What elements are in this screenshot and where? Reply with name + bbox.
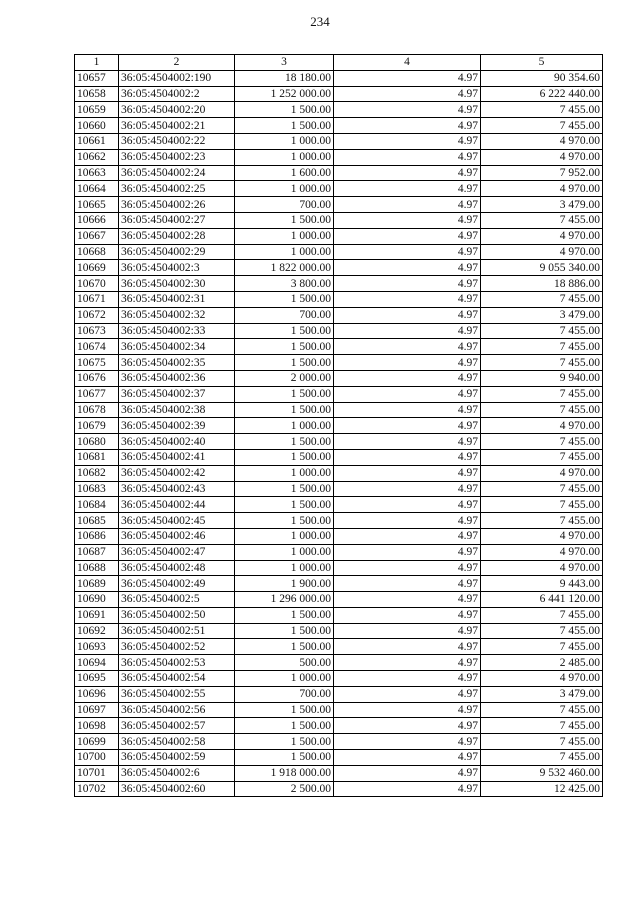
table-cell: 1 000.00 <box>235 149 334 165</box>
table-header-row <box>75 55 603 71</box>
table-cell: 10695 <box>75 671 119 687</box>
table-row <box>75 212 603 228</box>
table-row <box>75 418 603 434</box>
table-cell: 7 455.00 <box>481 750 603 766</box>
table-cell: 4.97 <box>334 528 481 544</box>
table-cell: 36:05:4504002:38 <box>119 402 235 418</box>
table-row <box>75 276 603 292</box>
table-row <box>75 149 603 165</box>
table-cell: 4.97 <box>334 655 481 671</box>
table-row <box>75 750 603 766</box>
table-cell: 1 000.00 <box>235 560 334 576</box>
table-cell: 4.97 <box>334 355 481 371</box>
table-cell: 4 970.00 <box>481 149 603 165</box>
table-cell: 1 500.00 <box>235 339 334 355</box>
table-cell: 36:05:4504002:54 <box>119 671 235 687</box>
table-cell: 10658 <box>75 86 119 102</box>
table-cell: 36:05:4504002:30 <box>119 276 235 292</box>
table-cell: 4.97 <box>334 560 481 576</box>
table-cell: 10664 <box>75 181 119 197</box>
table-cell: 10661 <box>75 133 119 149</box>
table-cell: 10663 <box>75 165 119 181</box>
table-cell: 1 252 000.00 <box>235 86 334 102</box>
table-row <box>75 228 603 244</box>
table-cell: 36:05:4504002:22 <box>119 133 235 149</box>
table-cell: 4.97 <box>334 497 481 513</box>
table-row <box>75 592 603 608</box>
table-cell: 10662 <box>75 149 119 165</box>
table-cell: 7 455.00 <box>481 118 603 134</box>
table-cell: 10700 <box>75 750 119 766</box>
table-cell: 4.97 <box>334 323 481 339</box>
table-cell: 6 222 440.00 <box>481 86 603 102</box>
table-cell: 36:05:4504002:46 <box>119 528 235 544</box>
table-cell: 1 500.00 <box>235 212 334 228</box>
table-cell: 36:05:4504002:27 <box>119 212 235 228</box>
table-cell: 10689 <box>75 576 119 592</box>
table-cell: 36:05:4504002:45 <box>119 513 235 529</box>
column-header-5: 5 <box>481 55 603 71</box>
table-cell: 1 500.00 <box>235 481 334 497</box>
table-cell: 1 900.00 <box>235 576 334 592</box>
table-cell: 3 479.00 <box>481 197 603 213</box>
table-row <box>75 576 603 592</box>
table-cell: 4 970.00 <box>481 465 603 481</box>
table-cell: 1 500.00 <box>235 355 334 371</box>
table-row <box>75 260 603 276</box>
table-cell: 7 952.00 <box>481 165 603 181</box>
table-cell: 10684 <box>75 497 119 513</box>
table-cell: 4.97 <box>334 765 481 781</box>
table-cell: 1 500.00 <box>235 623 334 639</box>
table-cell: 4.97 <box>334 118 481 134</box>
column-header-2: 2 <box>119 55 235 71</box>
table-cell: 1 500.00 <box>235 513 334 529</box>
table-row <box>75 386 603 402</box>
table-cell: 36:05:4504002:55 <box>119 686 235 702</box>
table-cell: 10692 <box>75 623 119 639</box>
table-row <box>75 307 603 323</box>
table-cell: 4.97 <box>334 339 481 355</box>
table-cell: 18 180.00 <box>235 70 334 86</box>
table-cell: 36:05:4504002:39 <box>119 418 235 434</box>
table-cell: 7 455.00 <box>481 102 603 118</box>
table-cell: 1 500.00 <box>235 718 334 734</box>
table-cell: 1 600.00 <box>235 165 334 181</box>
table-cell: 36:05:4504002:40 <box>119 434 235 450</box>
table-cell: 36:05:4504002:53 <box>119 655 235 671</box>
table-cell: 36:05:4504002:51 <box>119 623 235 639</box>
table-cell: 7 455.00 <box>481 339 603 355</box>
table-cell: 4.97 <box>334 149 481 165</box>
table-cell: 10672 <box>75 307 119 323</box>
table-cell: 10671 <box>75 291 119 307</box>
table-row <box>75 70 603 86</box>
table-cell: 700.00 <box>235 686 334 702</box>
table-cell: 500.00 <box>235 655 334 671</box>
table-row <box>75 734 603 750</box>
table-cell: 4.97 <box>334 481 481 497</box>
table-cell: 36:05:4504002:33 <box>119 323 235 339</box>
table-cell: 9 940.00 <box>481 370 603 386</box>
table-cell: 10690 <box>75 592 119 608</box>
table-cell: 36:05:4504002:32 <box>119 307 235 323</box>
table-cell: 7 455.00 <box>481 212 603 228</box>
table-cell: 4 970.00 <box>481 560 603 576</box>
table-cell: 36:05:4504002:36 <box>119 370 235 386</box>
table-row <box>75 528 603 544</box>
table-cell: 4.97 <box>334 212 481 228</box>
table-cell: 10670 <box>75 276 119 292</box>
table-cell: 4.97 <box>334 228 481 244</box>
table-cell: 4 970.00 <box>481 244 603 260</box>
column-header-3: 3 <box>235 55 334 71</box>
table-cell: 1 500.00 <box>235 497 334 513</box>
table-cell: 1 500.00 <box>235 291 334 307</box>
table-cell: 7 455.00 <box>481 639 603 655</box>
table-cell: 36:05:4504002:2 <box>119 86 235 102</box>
table-cell: 36:05:4504002:43 <box>119 481 235 497</box>
data-table <box>74 54 603 797</box>
table-cell: 10666 <box>75 212 119 228</box>
table-cell: 1 500.00 <box>235 434 334 450</box>
table-cell: 36:05:4504002:6 <box>119 765 235 781</box>
table-cell: 7 455.00 <box>481 734 603 750</box>
table-cell: 4 970.00 <box>481 228 603 244</box>
column-header-4: 4 <box>334 55 481 71</box>
table-cell: 36:05:4504002:56 <box>119 702 235 718</box>
table-row <box>75 781 603 797</box>
table-cell: 10673 <box>75 323 119 339</box>
table-row <box>75 718 603 734</box>
table-cell: 1 500.00 <box>235 449 334 465</box>
table-cell: 36:05:4504002:35 <box>119 355 235 371</box>
table-cell: 10685 <box>75 513 119 529</box>
table-cell: 36:05:4504002:24 <box>119 165 235 181</box>
table-cell: 10657 <box>75 70 119 86</box>
table-cell: 4 970.00 <box>481 418 603 434</box>
table-cell: 10678 <box>75 402 119 418</box>
table-cell: 10701 <box>75 765 119 781</box>
table-cell: 4 970.00 <box>481 544 603 560</box>
table-cell: 36:05:4504002:3 <box>119 260 235 276</box>
table-cell: 1 500.00 <box>235 118 334 134</box>
table-cell: 4.97 <box>334 276 481 292</box>
table-cell: 1 000.00 <box>235 465 334 481</box>
table-cell: 7 455.00 <box>481 449 603 465</box>
table-cell: 9 532 460.00 <box>481 765 603 781</box>
table-cell: 10694 <box>75 655 119 671</box>
table-cell: 10681 <box>75 449 119 465</box>
table-row <box>75 560 603 576</box>
table-cell: 1 500.00 <box>235 102 334 118</box>
table-cell: 4.97 <box>334 197 481 213</box>
table-row <box>75 686 603 702</box>
table-cell: 36:05:4504002:25 <box>119 181 235 197</box>
table-cell: 7 455.00 <box>481 513 603 529</box>
table-cell: 10675 <box>75 355 119 371</box>
table-cell: 4.97 <box>334 70 481 86</box>
table-cell: 1 822 000.00 <box>235 260 334 276</box>
table-cell: 10683 <box>75 481 119 497</box>
table-cell: 2 485.00 <box>481 655 603 671</box>
table-cell: 10680 <box>75 434 119 450</box>
table-cell: 10677 <box>75 386 119 402</box>
table-cell: 3 479.00 <box>481 307 603 323</box>
table-cell: 4.97 <box>334 513 481 529</box>
table-cell: 7 455.00 <box>481 497 603 513</box>
table-row <box>75 323 603 339</box>
table-cell: 10668 <box>75 244 119 260</box>
table-cell: 4.97 <box>334 576 481 592</box>
table-cell: 9 055 340.00 <box>481 260 603 276</box>
table-cell: 4.97 <box>334 686 481 702</box>
table-cell: 10691 <box>75 607 119 623</box>
table-row <box>75 639 603 655</box>
table-cell: 1 500.00 <box>235 734 334 750</box>
table-cell: 1 000.00 <box>235 244 334 260</box>
table-cell: 1 500.00 <box>235 386 334 402</box>
table-cell: 36:05:4504002:26 <box>119 197 235 213</box>
table-cell: 36:05:4504002:23 <box>119 149 235 165</box>
table-cell: 7 455.00 <box>481 402 603 418</box>
table-cell: 4 970.00 <box>481 133 603 149</box>
table-row <box>75 607 603 623</box>
table-cell: 2 000.00 <box>235 370 334 386</box>
table-cell: 4.97 <box>334 181 481 197</box>
table-cell: 10667 <box>75 228 119 244</box>
table-cell: 7 455.00 <box>481 386 603 402</box>
table-cell: 4.97 <box>334 734 481 750</box>
table-row <box>75 118 603 134</box>
table-cell: 1 500.00 <box>235 607 334 623</box>
table-cell: 4.97 <box>334 133 481 149</box>
table-cell: 10702 <box>75 781 119 797</box>
table-cell: 36:05:4504002:21 <box>119 118 235 134</box>
table-row <box>75 655 603 671</box>
table-cell: 10660 <box>75 118 119 134</box>
table-cell: 36:05:4504002:29 <box>119 244 235 260</box>
table-cell: 36:05:4504002:42 <box>119 465 235 481</box>
table-cell: 2 500.00 <box>235 781 334 797</box>
table-cell: 4.97 <box>334 702 481 718</box>
table-cell: 10693 <box>75 639 119 655</box>
table-cell: 3 479.00 <box>481 686 603 702</box>
table-cell: 4.97 <box>334 402 481 418</box>
table-cell: 700.00 <box>235 307 334 323</box>
table-row <box>75 355 603 371</box>
table-row <box>75 402 603 418</box>
table-cell: 4.97 <box>334 86 481 102</box>
table-cell: 7 455.00 <box>481 623 603 639</box>
table-row <box>75 671 603 687</box>
table-cell: 36:05:4504002:59 <box>119 750 235 766</box>
table-cell: 7 455.00 <box>481 607 603 623</box>
table-cell: 1 500.00 <box>235 639 334 655</box>
table-cell: 36:05:4504002:58 <box>119 734 235 750</box>
table-cell: 36:05:4504002:47 <box>119 544 235 560</box>
table-cell: 36:05:4504002:20 <box>119 102 235 118</box>
table-cell: 4.97 <box>334 260 481 276</box>
table-cell: 36:05:4504002:37 <box>119 386 235 402</box>
table-cell: 10688 <box>75 560 119 576</box>
table-cell: 1 500.00 <box>235 750 334 766</box>
table-cell: 4.97 <box>334 449 481 465</box>
table-cell: 4.97 <box>334 165 481 181</box>
table-cell: 10679 <box>75 418 119 434</box>
table-body <box>75 70 603 797</box>
table-cell: 4.97 <box>334 781 481 797</box>
page-number: 234 <box>310 14 330 29</box>
table-cell: 10699 <box>75 734 119 750</box>
table-cell: 4 970.00 <box>481 671 603 687</box>
table-cell: 9 443.00 <box>481 576 603 592</box>
table-cell: 36:05:4504002:28 <box>119 228 235 244</box>
table-cell: 10674 <box>75 339 119 355</box>
table-row <box>75 181 603 197</box>
table-cell: 1 296 000.00 <box>235 592 334 608</box>
table-cell: 10665 <box>75 197 119 213</box>
table-row <box>75 623 603 639</box>
table-cell: 10698 <box>75 718 119 734</box>
table-row <box>75 244 603 260</box>
table-cell: 7 455.00 <box>481 481 603 497</box>
table-cell: 4.97 <box>334 418 481 434</box>
table-cell: 1 000.00 <box>235 528 334 544</box>
table-cell: 4.97 <box>334 639 481 655</box>
table-cell: 36:05:4504002:48 <box>119 560 235 576</box>
table-row <box>75 544 603 560</box>
table-row <box>75 481 603 497</box>
table-cell: 4.97 <box>334 244 481 260</box>
table-cell: 4.97 <box>334 750 481 766</box>
table-cell: 7 455.00 <box>481 323 603 339</box>
table-cell: 36:05:4504002:52 <box>119 639 235 655</box>
table-row <box>75 291 603 307</box>
table-cell: 700.00 <box>235 197 334 213</box>
table-cell: 1 000.00 <box>235 544 334 560</box>
column-header-1: 1 <box>75 55 119 71</box>
table-cell: 7 455.00 <box>481 718 603 734</box>
table-row <box>75 449 603 465</box>
table-cell: 1 000.00 <box>235 133 334 149</box>
table-row <box>75 370 603 386</box>
table-cell: 4.97 <box>334 623 481 639</box>
table-row <box>75 102 603 118</box>
table-cell: 4.97 <box>334 434 481 450</box>
table-row <box>75 165 603 181</box>
table-row <box>75 702 603 718</box>
table-row <box>75 765 603 781</box>
table-cell: 4.97 <box>334 102 481 118</box>
table-cell: 10682 <box>75 465 119 481</box>
table-cell: 36:05:4504002:5 <box>119 592 235 608</box>
table-cell: 4.97 <box>334 592 481 608</box>
table-cell: 36:05:4504002:60 <box>119 781 235 797</box>
table-cell: 4 970.00 <box>481 528 603 544</box>
table-row <box>75 86 603 102</box>
table-row <box>75 513 603 529</box>
table-cell: 36:05:4504002:34 <box>119 339 235 355</box>
table-cell: 1 000.00 <box>235 418 334 434</box>
table-cell: 36:05:4504002:44 <box>119 497 235 513</box>
table-cell: 10697 <box>75 702 119 718</box>
table-cell: 10676 <box>75 370 119 386</box>
table-cell: 7 455.00 <box>481 702 603 718</box>
table-row <box>75 339 603 355</box>
table-cell: 1 500.00 <box>235 702 334 718</box>
table-row <box>75 197 603 213</box>
table-cell: 36:05:4504002:49 <box>119 576 235 592</box>
table-row <box>75 465 603 481</box>
table-cell: 36:05:4504002:41 <box>119 449 235 465</box>
table-cell: 6 441 120.00 <box>481 592 603 608</box>
table-cell: 1 500.00 <box>235 402 334 418</box>
table-cell: 10659 <box>75 102 119 118</box>
table-cell: 1 000.00 <box>235 181 334 197</box>
table-cell: 1 918 000.00 <box>235 765 334 781</box>
table-cell: 36:05:4504002:57 <box>119 718 235 734</box>
table-cell: 4.97 <box>334 370 481 386</box>
table-cell: 4.97 <box>334 544 481 560</box>
table-cell: 4.97 <box>334 607 481 623</box>
table-cell: 1 000.00 <box>235 228 334 244</box>
table-cell: 4.97 <box>334 465 481 481</box>
table-cell: 4.97 <box>334 718 481 734</box>
table-row <box>75 497 603 513</box>
table-cell: 4.97 <box>334 671 481 687</box>
table-cell: 1 500.00 <box>235 323 334 339</box>
table-cell: 7 455.00 <box>481 355 603 371</box>
table-cell: 36:05:4504002:50 <box>119 607 235 623</box>
table-cell: 7 455.00 <box>481 291 603 307</box>
table-row <box>75 434 603 450</box>
table-row <box>75 133 603 149</box>
table-cell: 90 354.60 <box>481 70 603 86</box>
table-cell: 10669 <box>75 260 119 276</box>
table-cell: 1 000.00 <box>235 671 334 687</box>
table-cell: 36:05:4504002:31 <box>119 291 235 307</box>
table-cell: 4 970.00 <box>481 181 603 197</box>
table-cell: 10686 <box>75 528 119 544</box>
table-cell: 4.97 <box>334 291 481 307</box>
table-cell: 3 800.00 <box>235 276 334 292</box>
table-cell: 18 886.00 <box>481 276 603 292</box>
table-cell: 4.97 <box>334 386 481 402</box>
table-cell: 12 425.00 <box>481 781 603 797</box>
table-cell: 10696 <box>75 686 119 702</box>
table-cell: 7 455.00 <box>481 434 603 450</box>
table-cell: 10687 <box>75 544 119 560</box>
table-cell: 36:05:4504002:190 <box>119 70 235 86</box>
table-cell: 4.97 <box>334 307 481 323</box>
